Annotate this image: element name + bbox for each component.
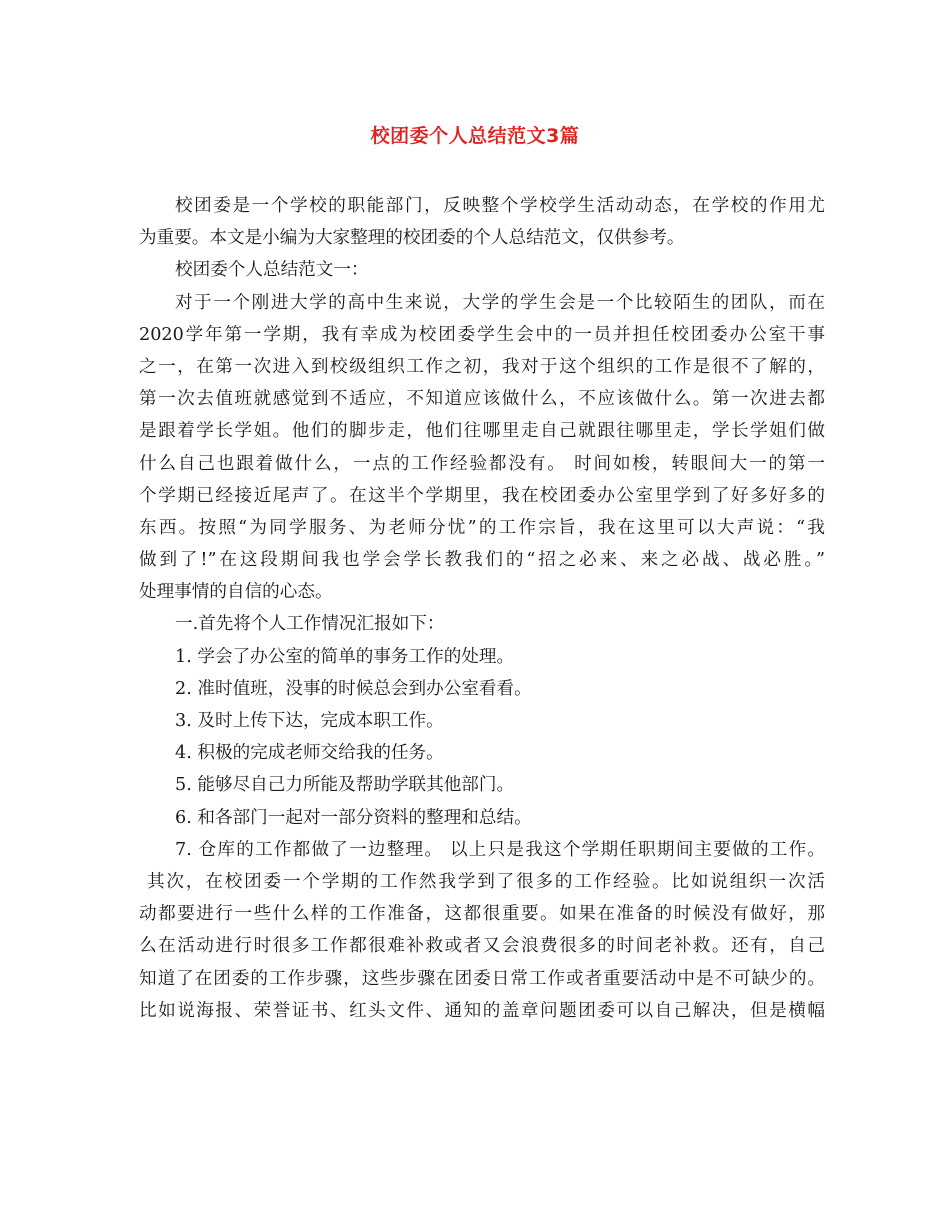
- paragraph-line: 比如说海报、荣誉证书、红头文件、通知的盖章问题团委可以自己解决，但是横幅: [139, 1000, 825, 1021]
- paragraph-line: 东西。按照“为同学服务、为老师分忧”的工作宗旨，我在这里可以大声说：“我: [139, 517, 825, 538]
- section-heading: 校团委个人总结范文一：: [175, 260, 369, 281]
- list-item: 6. 和各部门一起对一部分资料的整理和总结。: [175, 807, 532, 828]
- paragraph-line: 处理事情的自信的心态。: [139, 582, 333, 603]
- paragraph-line: 之一，在第一次进入到校级组织工作之初，我对于这个组织的工作是很不了解的，: [139, 356, 825, 377]
- list-item: 7. 仓库的工作都做了一边整理。 以上只是我这个学期任职期间主要做的工作。: [175, 839, 825, 860]
- paragraph-line: 2020学年第一学期，我有幸成为校团委学生会中的一员并担任校团委办公室干事: [139, 324, 825, 345]
- document-title: 校团委个人总结范文3篇: [370, 125, 580, 147]
- paragraph-line: 知道了在团委的工作步骤，这些步骤在团委日常工作或者重要活动中是不可缺少的。: [139, 968, 825, 989]
- list-item: 1. 学会了办公室的简单的事务工作的处理。: [175, 646, 515, 667]
- list-item: 4. 积极的完成老师交给我的任务。: [175, 743, 444, 764]
- list-item: 5. 能够尽自己力所能及帮助学联其他部门。: [175, 775, 515, 796]
- list-heading: 一.首先将个人工作情况汇报如下：: [175, 614, 445, 635]
- paragraph-line: 对于一个刚进大学的高中生来说，大学的学生会是一个比较陌生的团队，而在: [175, 292, 825, 313]
- paragraph-line: 做到了!”在这段期间我也学会学长教我们的“招之必来、来之必战、战必胜。”: [139, 550, 825, 571]
- paragraph-line: 个学期已经接近尾声了。在这半个学期里，我在校团委办公室里学到了好多好多的: [139, 485, 825, 506]
- paragraph-line: 动都要进行一些什么样的工作准备，这都很重要。如果在准备的时候没有做好，那: [139, 904, 825, 925]
- paragraph-line: 什么自己也跟着做什么，一点的工作经验都没有。 时间如梭，转眼间大一的第一: [139, 453, 825, 474]
- paragraph-line: 么在活动进行时很多工作都很难补救或者又会浪费很多的时间老补救。还有，自己: [139, 936, 825, 957]
- paragraph-line: 是跟着学长学姐。他们的脚步走，他们往哪里走自己就跟往哪里走，学长学姐们做: [139, 421, 825, 442]
- list-item: 3. 及时上传下达，完成本职工作。: [175, 711, 444, 731]
- paragraph-line: 校团委是一个学校的职能部门，反映整个学校学生活动动态，在学校的作用尤: [175, 196, 825, 216]
- paragraph-line: 第一次去值班就感觉到不适应，不知道应该做什么，不应该做什么。第一次进去都: [139, 389, 825, 410]
- document-body: [139, 190, 825, 1027]
- paragraph-line: 其次，在校团委一个学期的工作然我学到了很多的工作经验。比如说组织一次活: [147, 871, 825, 892]
- paragraph-line: 为重要。本文是小编为大家整理的校团委的个人总结范文，仅供参考。: [139, 228, 685, 249]
- list-item: 2. 准时值班，没事的时候总会到办公室看看。: [175, 678, 532, 699]
